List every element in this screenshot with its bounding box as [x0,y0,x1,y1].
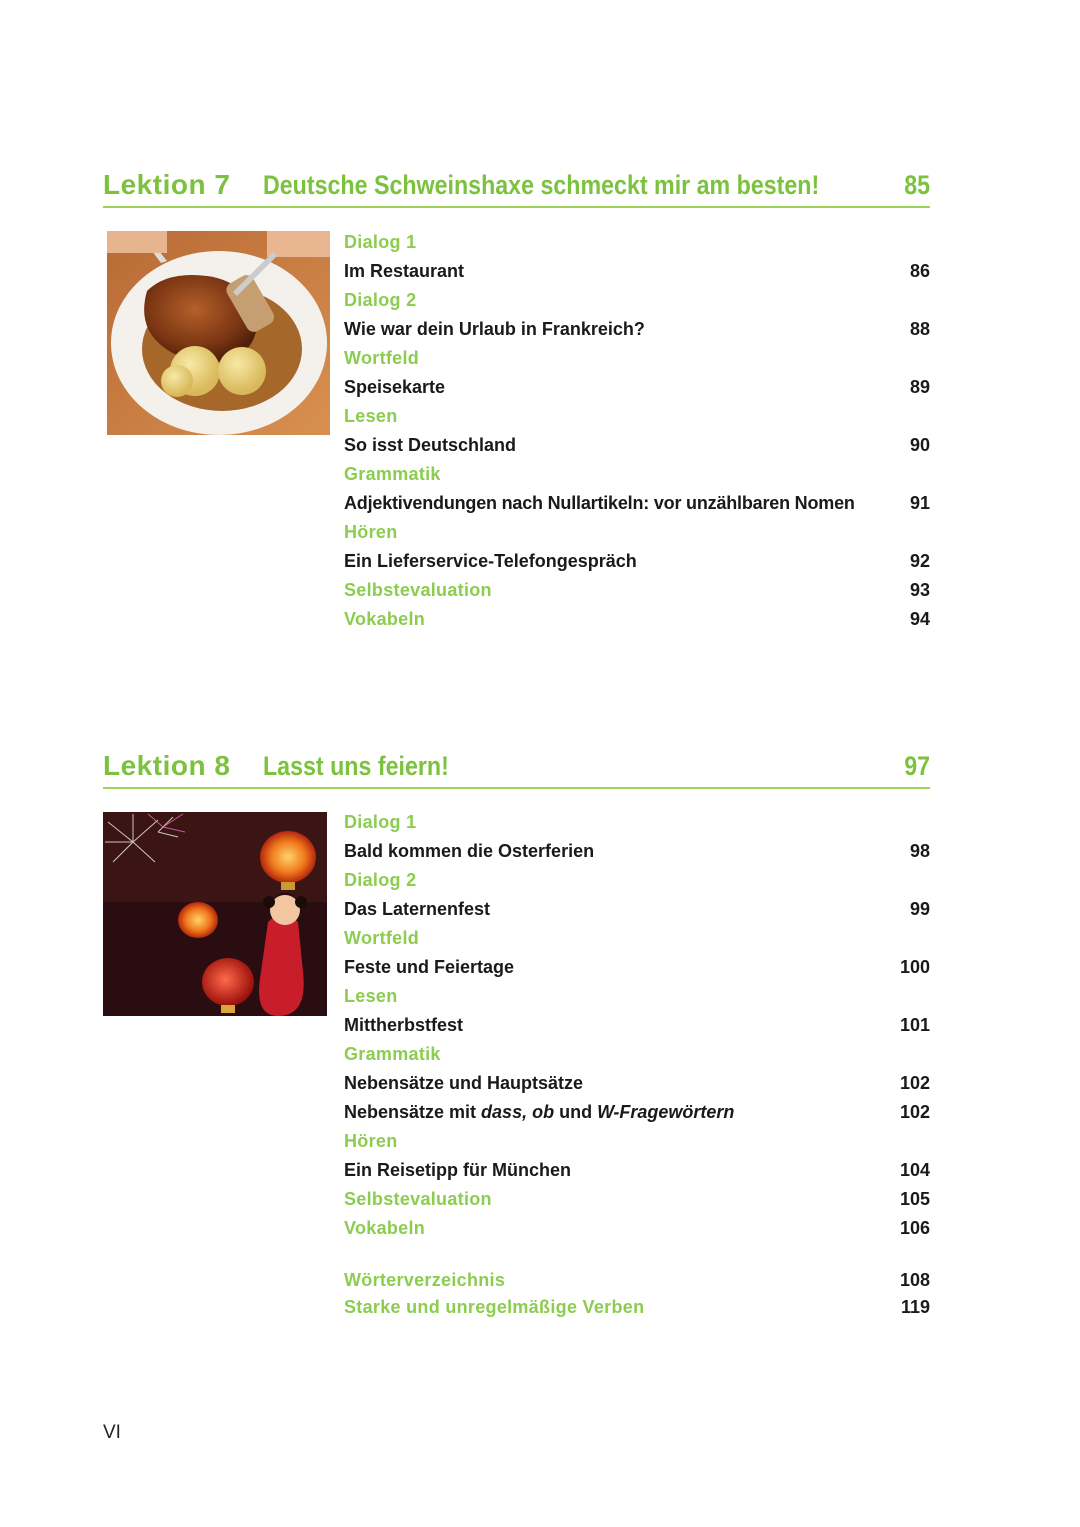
toc-entry[interactable]: Nebensätze und Hauptsätze 102 [344,1073,930,1093]
toc-section-heading[interactable]: Wortfeld [344,348,420,368]
toc-entry-text: Nebensätze mit dass, ob und W-Fragewörtern [344,1102,735,1122]
toc-entry-selbstevaluation[interactable]: Selbstevaluation 93 [344,580,930,600]
lesson-8-photo-lantern-festival [103,812,327,1016]
toc-entry[interactable]: Feste und Feiertage 100 [344,957,930,977]
lesson-title: Lasst uns feiern! [263,751,449,781]
lesson-page-number: 85 [904,170,930,200]
lesson-label: Lektion 7 [103,169,231,200]
toc-section-heading[interactable]: Dialog 2 [344,870,417,890]
lesson-header [103,749,930,789]
toc-section-heading[interactable]: Dialog 1 [344,812,417,832]
toc-entry[interactable]: Im Restaurant 86 [344,261,930,281]
toc-section-heading[interactable]: Lesen [344,406,398,426]
toc-entry-vokabeln[interactable]: Vokabeln 94 [344,609,930,629]
toc-section-heading[interactable]: Grammatik [344,1044,441,1064]
toc-section-heading[interactable]: Hören [344,522,398,542]
toc-entry[interactable]: Nebensätze mit dass, ob und W-Fragewörtern 102 [344,1102,930,1122]
toc-entry[interactable]: Ein Lieferservice-Telefongespräch 92 [344,551,930,571]
toc-section-heading[interactable]: Dialog 2 [344,290,417,310]
toc-entry[interactable]: Wie war dein Urlaub in Frankreich? 88 [344,319,930,339]
toc-entry[interactable]: So isst Deutschland 90 [344,435,930,455]
lesson-8-contents [344,808,930,1321]
lesson-header [103,168,930,208]
toc-entry[interactable]: Adjektivendungen nach Nullartikeln: vor unzählbaren Nomen 91 [344,493,930,513]
lesson-7 [103,168,930,629]
toc-entry-verben[interactable]: Starke und unregelmäßige Verben 119 [344,1297,930,1317]
toc-section-heading[interactable]: Lesen [344,986,398,1006]
toc-entry-vokabeln[interactable]: Vokabeln 106 [344,1218,930,1238]
toc-entry[interactable]: Mittherbstfest 101 [344,1015,930,1035]
lesson-7-contents [344,228,930,634]
toc-entry[interactable]: Speisekarte 89 [344,377,930,397]
toc-entry-woerterverzeichnis[interactable]: Wörterverzeichnis 108 [344,1270,930,1290]
toc-entry[interactable]: Ein Reisetipp für München 104 [344,1160,930,1180]
toc-entry[interactable]: Das Laternenfest 99 [344,899,930,919]
lesson-8 [103,749,930,1317]
toc-entry-selbstevaluation[interactable]: Selbstevaluation 105 [344,1189,930,1209]
toc-section-heading[interactable]: Grammatik [344,464,441,484]
lesson-title: Deutsche Schweinshaxe schmeckt mir am besten! [263,170,820,200]
lesson-7-photo-pork-knuckle [107,231,330,435]
lesson-page-number: 97 [904,751,930,781]
page-number: VI [103,1422,121,1443]
toc-section-heading[interactable]: Dialog 1 [344,232,417,252]
toc-entry[interactable]: Bald kommen die Osterferien 98 [344,841,930,861]
lesson-label: Lektion 8 [103,750,231,781]
toc-section-heading[interactable]: Wortfeld [344,928,420,948]
toc-section-heading[interactable]: Hören [344,1131,398,1151]
